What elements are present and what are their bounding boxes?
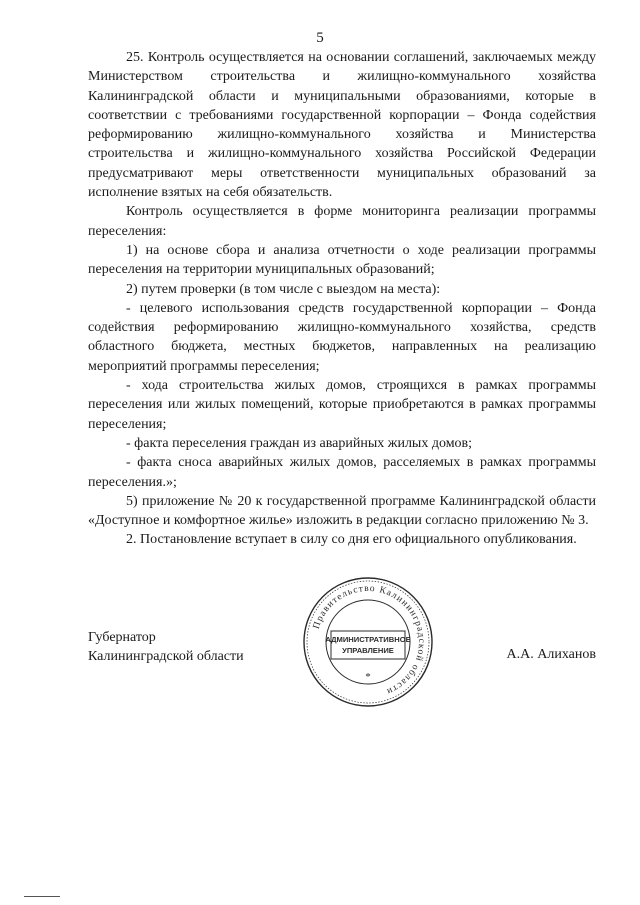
seal-star-icon: *	[365, 671, 371, 683]
signatory-title-line2: Калининградской области	[88, 649, 244, 665]
paragraph-resettlement-fact: - факта переселения граждан из аварийных жилых домов;	[126, 435, 473, 451]
page-number: 5	[316, 30, 324, 46]
paragraph-reporting: 1) на основе сбора и анализа отчетности о ходе реализации программы переселения на территории муниципальных образований;	[88, 242, 596, 278]
paragraph-entry-into-force: 2. Постановление вступает в силу со дня его официального опубликования.	[126, 532, 577, 548]
official-seal	[298, 572, 438, 712]
seal-center-line1: АДМИНИСТРАТИВНОЕ	[325, 635, 411, 644]
footer-divider	[24, 896, 60, 897]
paragraph-appendix-20: 5) приложение № 20 к государственной программе Калининградской области «Доступное и комфортное жилье» изложить в редакции согласно приложению № 3.	[88, 493, 596, 529]
paragraph-control-basis: 25. Контроль осуществляется на основании соглашений, заключаемых между Министерством строительства и жилищно-коммунального хозяйства Калининградской области и муниципальными образованиями, которые в соответствии с требованиями государственной корпорации – Фонда содействия реформированию жилищно-коммунального хозяйства и Министерства строительства и жилищно-коммунального хозяйства Российской Федерации предусматривают меры ответственности муниципальных образований за исполнение взятых на себя обязательств.	[88, 50, 596, 201]
signatory-title-line1: Губернатор	[88, 630, 156, 645]
paragraph-construction-progress: - хода строительства жилых домов, строящихся в рамках программы переселения или жилых помещений, которые приобретаются в рамках программы переселения;	[88, 378, 596, 432]
signatory-name: А.А. Алиханов	[506, 647, 596, 662]
paragraph-inspections: 2) путем проверки (в том числе с выездом на места):	[126, 281, 441, 297]
document-body	[88, 48, 596, 550]
paragraph-monitoring-form: Контроль осуществляется в форме мониторинга реализации программы переселения:	[88, 204, 596, 239]
paragraph-demolition-fact: - факта сноса аварийных жилых домов, расселяемых в рамках программы переселения.»;	[88, 455, 596, 490]
signatory-title	[88, 628, 244, 667]
seal-ring-text: Правительство Калининградской области	[311, 583, 427, 697]
seal-center-line2: УПРАВЛЕНИЕ	[342, 646, 394, 655]
paragraph-target-use: - целевого использования средств государственной корпорации – Фонда содействия реформированию жилищно-коммунального хозяйства, средств областного бюджета, местных бюджетов, направленных на реализацию мероприятий программы переселения;	[88, 300, 596, 374]
